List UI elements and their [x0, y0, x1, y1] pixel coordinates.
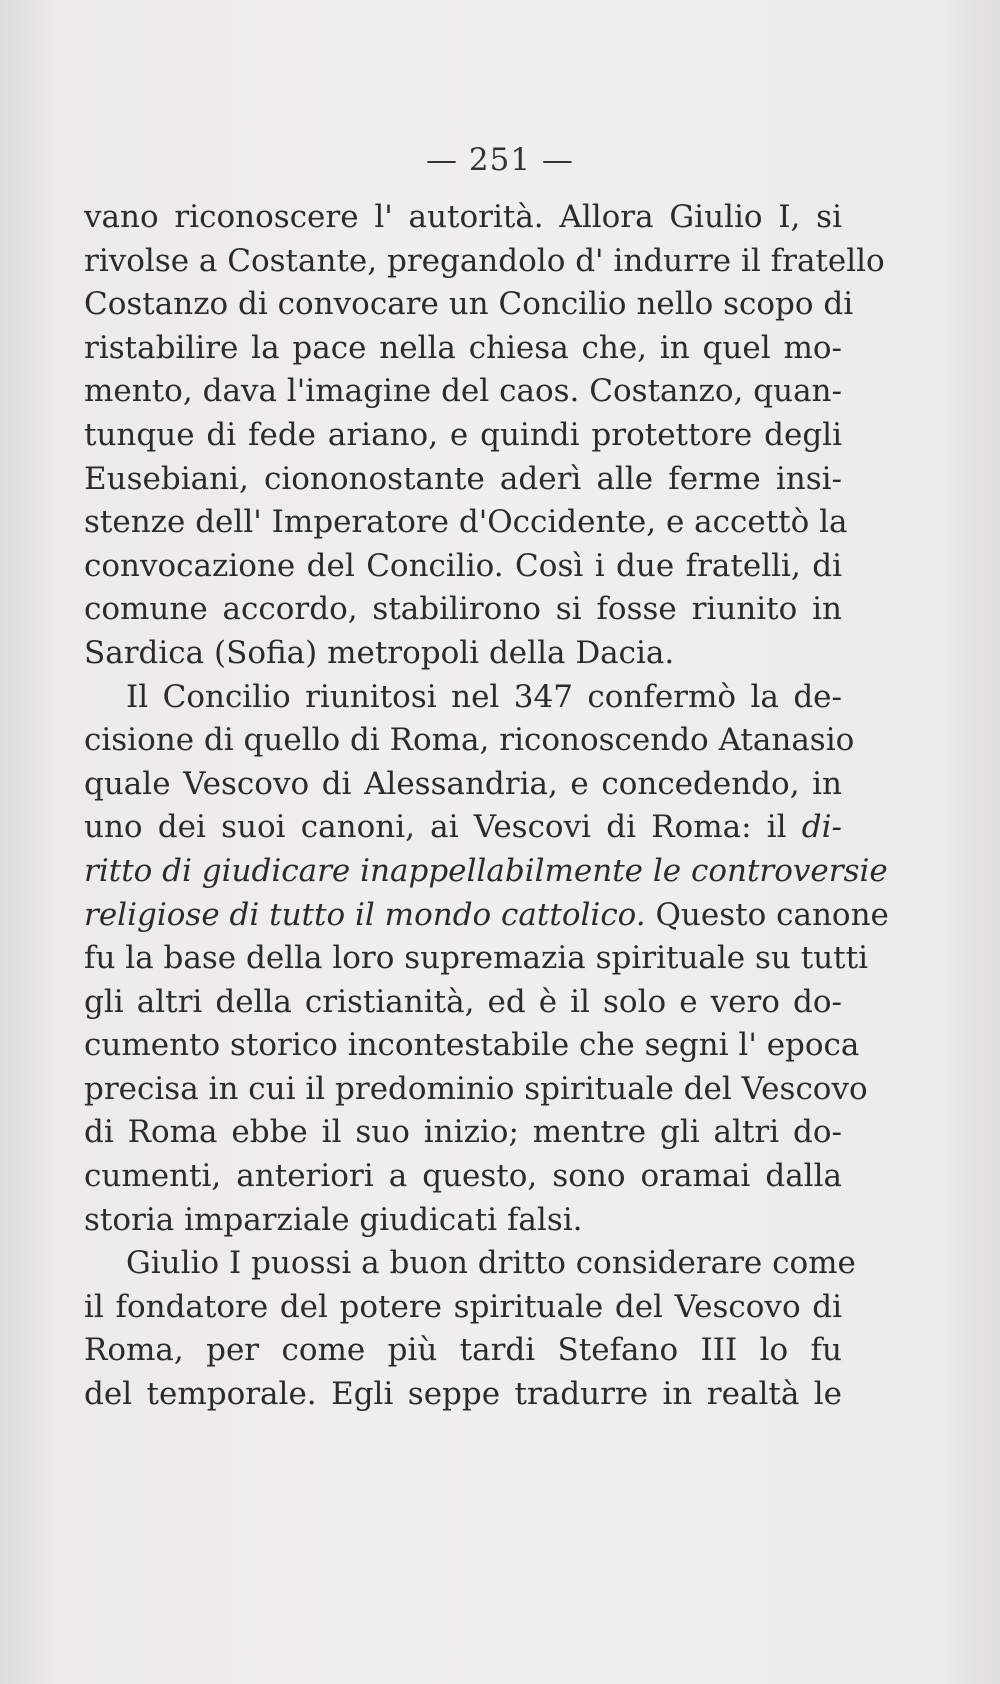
text-line-mixed — [84, 894, 889, 938]
page-number: — 251 — — [426, 142, 574, 178]
text-line: Il Concilio riunitosi nel 347 confermò la de- — [126, 678, 842, 715]
text-line: mento, dava l'imagine del caos. Costanzo, quan- — [84, 373, 842, 410]
text-line: Eusebiani, ciononostante aderì alle ferme insi- — [84, 460, 842, 497]
text-line: gli altri della cristianità, ed è il solo e vero do- — [84, 983, 842, 1020]
text-line: cumento storico incontestabile che segni l' epoca — [84, 1027, 860, 1064]
text-line: di Roma ebbe il suo inizio; mentre gli altri do- — [84, 1114, 842, 1151]
text-line: fu la base della loro supremazia spirituale su tutti — [84, 940, 868, 977]
text-line: cisione di quello di Roma, riconoscendo Atanasio — [84, 722, 855, 759]
text-line: comune accordo, stabilirono si fosse riunito in — [84, 591, 842, 628]
text-line: Sardica (Sofia) metropoli della Dacia. — [84, 634, 675, 671]
text-line: ristabilire la pace nella chiesa che, in quel mo- — [84, 329, 842, 366]
text-run: uno dei suoi canoni, ai Vescovi di Roma: il — [84, 809, 802, 846]
text-line: tunque di fede ariano, e quindi protettore degli — [84, 416, 842, 453]
text-line: cumenti, anteriori a questo, sono oramai dalla — [84, 1158, 842, 1195]
italic-text-run: religiose di tutto il mondo cattolico. — [84, 896, 646, 933]
text-line: vano riconoscere l' autorità. Allora Giulio I, si — [84, 199, 842, 235]
text-line: convocazione del Concilio. Così i due fratelli, di — [84, 547, 842, 584]
text-line: rivolse a Costante, pregandolo d' indurre il fratello — [84, 242, 885, 279]
text-line: storia imparziale giudicati falsi. — [84, 1201, 583, 1238]
text-line: stenze dell' Imperatore d'Occidente, e accettò la — [84, 504, 848, 541]
text-line: del temporale. Egli seppe tradurre in realtà le — [84, 1376, 842, 1413]
text-run: Questo canone — [645, 896, 889, 933]
text-line: il fondatore del potere spirituale del Vescovo di — [84, 1288, 842, 1325]
text-line: Giulio I puossi a buon dritto considerare come — [126, 1245, 856, 1282]
text-line-mixed — [84, 806, 842, 850]
body-text — [84, 196, 889, 1417]
text-line: Costanzo di convocare un Concilio nello scopo di — [84, 286, 854, 323]
italic-text-run: di- — [801, 809, 842, 846]
text-line: precisa in cui il predominio spirituale del Vescovo — [84, 1070, 868, 1107]
italic-text-line: ritto di giudicare inappellabilmente le controversie — [84, 852, 888, 889]
text-line: quale Vescovo di Alessandria, e concedendo, in — [84, 765, 842, 802]
text-line: Roma, per come più tardi Stefano III lo fu — [84, 1332, 842, 1369]
